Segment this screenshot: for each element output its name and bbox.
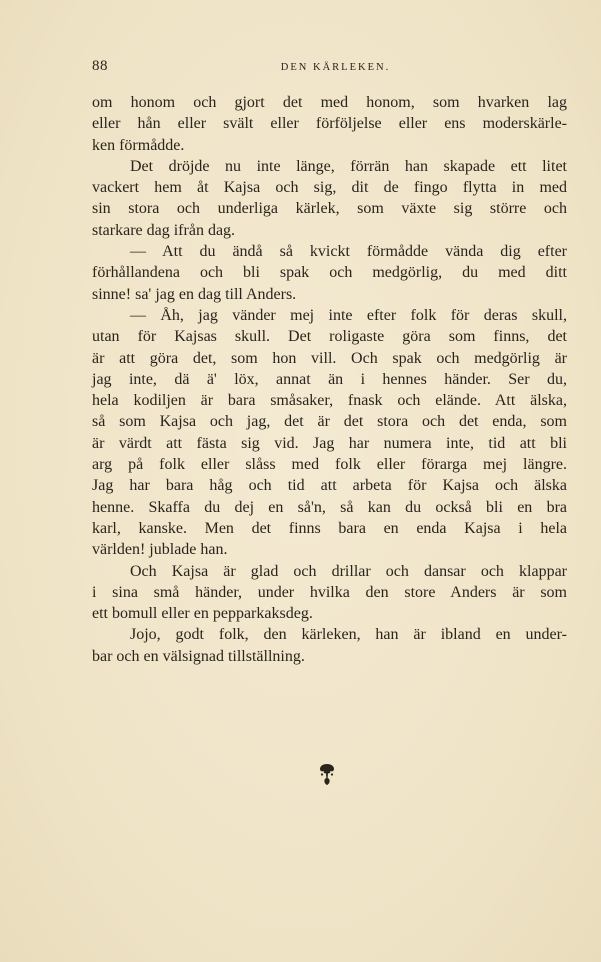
text-line: ett bomull eller en pepparkaksdeg. (92, 605, 313, 623)
text-line: hela kodiljen är bara småsaker, fnask och elände. Att älska, (92, 392, 567, 410)
text-line: är värdt att fästa sig vid. Jag har numera inte, tid att bli (92, 434, 567, 452)
text-line: sinne! sa' jag en dag till Anders. (92, 285, 297, 303)
text-line: Och Kajsa är glad och drillar och dansar och klappar (130, 562, 567, 580)
text-line: är att göra det, som hon vill. Och spak och medgörlig är (92, 349, 567, 367)
fleuron-ornament-icon (313, 760, 341, 788)
text-line: — Att du ändå så kvickt förmådde vända dig efter (130, 243, 567, 261)
text-line: bar och en välsignad tillställning. (92, 647, 305, 665)
text-line: så som Kajsa och jag, det är det stora och det enda, som (92, 413, 567, 431)
text-line: om honom och gjort det med honom, som hvarken lag (92, 94, 567, 111)
text-line: arg på folk eller slåss med folk eller förarga mej längre. (92, 456, 567, 474)
text-line: vackert hem åt Kajsa och sig, dit de fingo flytta in med (92, 179, 567, 197)
text-line: — Åh, jag vänder mej inte efter folk för deras skull, (130, 306, 567, 324)
page-number: 88 (92, 58, 108, 74)
text-line: Jag har bara håg och tid att arbeta för Kajsa och älska (92, 477, 567, 495)
text-line: Jojo, godt folk, den kärleken, han är ibland en under- (130, 626, 567, 644)
body-text (92, 92, 567, 667)
text-line: utan för Kajsas skull. Det roligaste göra som finns, det (92, 328, 567, 346)
running-title: DEN KÄRLEKEN. (280, 62, 391, 73)
text-line: ken förmådde. (92, 136, 185, 154)
text-line: världen! jublade han. (92, 541, 228, 559)
text-line: starkare dag ifrån dag. (92, 221, 236, 239)
text-line: sin stora och underliga kärlek, som växte sig större och (92, 200, 567, 218)
text-line: henne. Skaffa du dej en så'n, så kan du också bli en bra (92, 498, 567, 516)
text-line: eller hån eller svält eller förföljelse eller ens moderskärle- (92, 115, 567, 133)
text-line: karl, kanske. Men det finns bara en enda Kajsa i hela (92, 519, 567, 537)
text-line: i sina små händer, under hvilka den store Anders är som (92, 583, 567, 601)
text-line: förhållandena och bli spak och medgörlig, du med ditt (92, 264, 567, 282)
text-line: jag inte, dä ä' löx, annat än i hennes händer. Ser du, (92, 370, 567, 388)
text-line: Det dröjde nu inte länge, förrän han skapade ett litet (130, 157, 567, 175)
